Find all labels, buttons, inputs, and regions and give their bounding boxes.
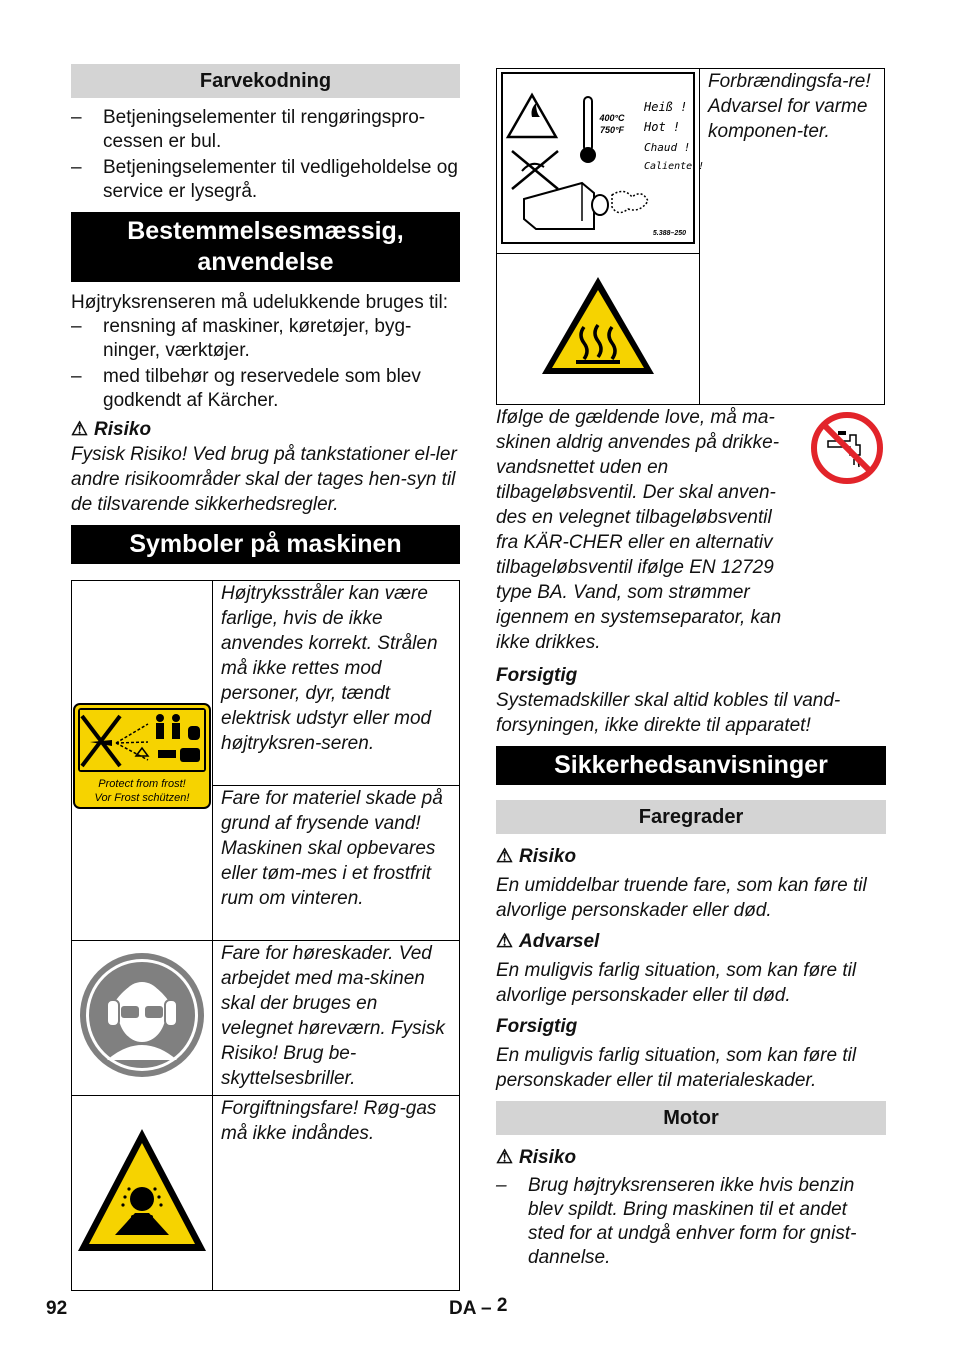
list-item: – rensning af maskiner, køretøjer, byg-ninger, værktøjer. — [71, 315, 460, 363]
toxic-gas-cell — [72, 1096, 213, 1291]
risk-text: En umiddelbar truende fare, som kan føre til alvorlige personskader eller død. — [496, 875, 867, 921]
footer-lang: DA — [449, 1298, 476, 1319]
hot-surface-desc: Forbrændingsfa-re! Advarsel for varme komponen-ter. — [700, 69, 885, 405]
risk-label-text: Risiko — [519, 846, 577, 867]
symbol-desc-2: Fare for materiel skade på grund af frysende vand! Maskinen skal opbevares eller tøm-mes i et frostfrit rum om vinteren. — [213, 786, 460, 941]
page-number: 92 — [46, 1298, 68, 1319]
hot-word-fr: Chaud ! — [644, 140, 691, 154]
bestemmelse-intro: Højtryksrenseren må udelukkende bruges til: — [71, 292, 449, 313]
hot-surface-warning-icon — [540, 275, 656, 377]
drinking-water-section — [496, 405, 886, 655]
warning-triangle-icon: ⚠ — [496, 1147, 514, 1168]
ear-protection-icon — [77, 950, 207, 1080]
footer-num: 2 — [496, 1295, 508, 1316]
footer-dash: – — [481, 1298, 492, 1319]
risk-label-text: Risiko — [519, 1147, 577, 1168]
hot-word-de: Heiß ! — [644, 99, 688, 114]
warning-label-text: Advarsel — [519, 931, 600, 952]
motor-heading: Motor — [496, 1101, 886, 1135]
sticker-line2: Vor Frost schützen! — [94, 792, 190, 804]
caution-text: En muligvis farlig situation, som kan føre til personskader eller til materialeskader. — [496, 1045, 857, 1091]
hot-sticker-cell — [497, 69, 705, 254]
caution-label: Forsigtig — [496, 1016, 578, 1037]
high-pressure-sticker-icon — [72, 702, 212, 812]
motor-risk-label — [496, 1145, 886, 1170]
warning-triangle-icon: ⚠ — [71, 419, 89, 440]
motor-list — [496, 1174, 886, 1270]
risk-label — [71, 417, 460, 442]
warning-text: En muligvis farlig situation, som kan føre til alvorlige personskader eller til død. — [496, 960, 857, 1006]
farvekodning-list — [71, 106, 460, 204]
symboler-heading: Symboler på maskinen — [71, 525, 460, 564]
symbol-desc-3: Fare for høreskader. Ved arbejdet med ma-skinen skal der bruges en velegnet høreværn. Fysisk Risiko! Brug be-skyttelsesbriller. — [213, 941, 460, 1096]
warning-triangle-icon: ⚠ — [496, 931, 514, 952]
hearing-protection-cell — [72, 941, 213, 1096]
left-column — [71, 64, 460, 1291]
caution-text: Systemadskiller skal altid kobles til vand-forsyningen, ikke direkte til apparatet! — [496, 690, 841, 736]
list-item: – med tilbehør og reservedele som blev godkendt af Kärcher. — [71, 365, 460, 413]
sticker-code: 5.388–250 — [652, 229, 686, 237]
hot-surface-table — [496, 68, 885, 405]
list-item: – Betjeningselementer til rengøringspro-cessen er bul. — [71, 106, 460, 154]
sticker-line1: Protect from frost! — [98, 778, 186, 790]
symbols-table — [71, 580, 460, 1291]
hot-triangle-cell — [497, 254, 700, 405]
faregrader-heading: Faregrader — [496, 800, 886, 834]
no-drinking-water-icon — [810, 411, 884, 485]
heading-line: anvendelse — [197, 248, 334, 276]
bestemmelse-heading — [71, 212, 460, 282]
caution-label: Forsigtig — [496, 665, 578, 686]
hot-surface-sticker-icon — [500, 71, 705, 245]
farvekodning-heading: Farvekodning — [71, 64, 460, 98]
symbol-desc-4: Forgiftningsfare! Røg-gas må ikke indåndes. — [213, 1096, 460, 1291]
temp-fahrenheit: 750°F — [599, 124, 625, 135]
list-item: – Betjeningselementer til vedligeholdelse og service er lysegrå. — [71, 156, 460, 204]
symbol-desc-1: Højtryksstråler kan være farlige, hvis de ikke anvendes korrekt. Strålen må ikke rettes mod personer, dyr, tændt elektrisk udstyr eller mod højtryksren-seren. — [213, 581, 460, 786]
right-column — [496, 68, 886, 1270]
heading-line: Bestemmelsesmæssig, — [127, 217, 404, 245]
risk-text: Fysisk Risiko! Ved brug på tankstationer el-ler andre risikoområder skal der tages hen-syn til de tilsvarende sikkerhedsregler. — [71, 444, 457, 515]
drinking-text-block: Ifølge de gældende love, må ma-skinen aldrig anvendes på drikke-vandsnettet uden en tilbageløbsventil. Der skal anven-des en velegnet tilbageløbsventil fra KÄR-CHER eller en alternativ tilbageløbsventil ifølge EN 12729 type BA. Vand, som strømmer igennem en systemseparator, kan ikke drikkes. — [496, 407, 782, 653]
footer-label — [449, 1295, 508, 1320]
hot-word-en: Hot ! — [644, 119, 681, 134]
list-item: – Brug højtryksrenseren ikke hvis benzin blev spildt. Bring maskinen til et andet sted for at undgå enhver form for gnist-dannelse. — [496, 1174, 886, 1270]
warning-triangle-icon: ⚠ — [496, 846, 514, 867]
warning-label — [496, 929, 886, 954]
bestemmelse-list — [71, 315, 460, 413]
temp-celsius: 400°C — [599, 112, 625, 123]
hot-word-es: Caliente ! — [644, 160, 705, 172]
pressure-sticker-cell — [72, 581, 213, 941]
toxic-gas-warning-icon — [75, 1125, 209, 1255]
risk-label-text: Risiko — [94, 419, 152, 440]
risk-label — [496, 844, 886, 869]
sikkerhed-heading: Sikkerhedsanvisninger — [496, 746, 886, 785]
